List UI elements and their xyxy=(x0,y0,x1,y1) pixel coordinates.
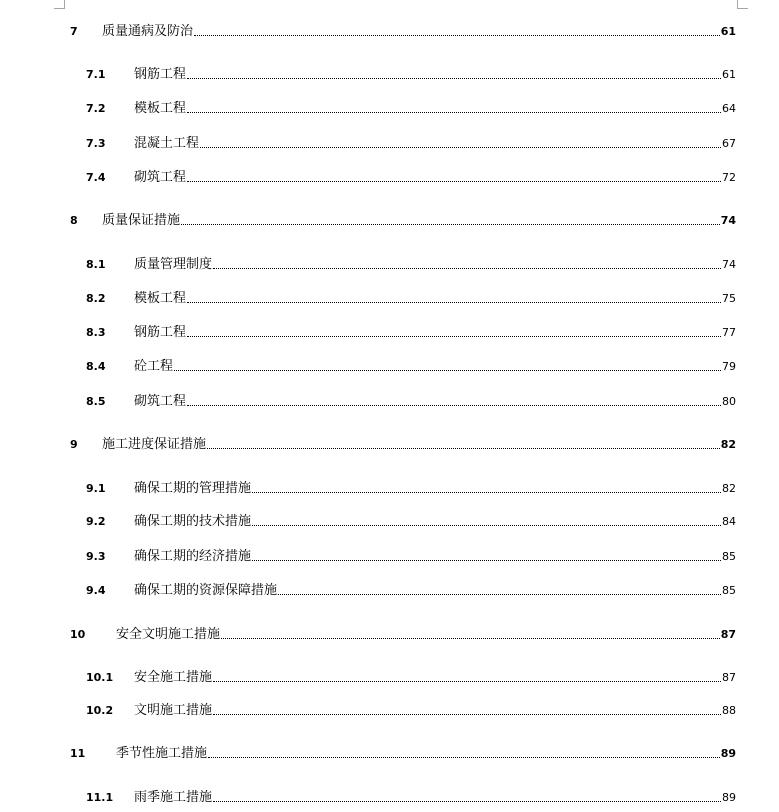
toc-entry-number: 8.2 xyxy=(86,292,106,305)
toc-entry-title: 安全施工措施 xyxy=(134,670,213,685)
toc-entry-title: 质量保证措施 xyxy=(102,213,181,228)
toc-dot-leader xyxy=(213,714,721,715)
toc-dot-leader xyxy=(187,78,721,79)
toc-entry-page-number: 82 xyxy=(722,482,736,495)
toc-entry-number: 9 xyxy=(70,438,78,451)
toc-entry[interactable] xyxy=(86,287,736,307)
toc-entry-title: 砌筑工程 xyxy=(134,394,187,409)
toc-entry-number: 7.3 xyxy=(86,137,106,150)
toc-dot-leader xyxy=(213,268,721,269)
toc-entry-number: 7 xyxy=(70,25,78,38)
toc-dot-leader xyxy=(221,638,720,639)
toc-dot-leader xyxy=(252,492,721,493)
toc-entry-page-number: 89 xyxy=(722,791,736,804)
toc-entry-page-number: 87 xyxy=(720,628,736,641)
toc-entry[interactable] xyxy=(86,510,736,530)
toc-entry[interactable] xyxy=(70,209,736,229)
toc-entry-title: 季节性施工措施 xyxy=(116,746,208,761)
toc-entry[interactable] xyxy=(86,390,736,410)
toc-entry-title: 砌筑工程 xyxy=(134,170,187,185)
toc-entry-title: 雨季施工措施 xyxy=(134,790,213,805)
toc-entry-title: 钢筋工程 xyxy=(134,325,187,340)
toc-entry-title: 质量通病及防治 xyxy=(102,24,194,39)
toc-entry-page-number: 67 xyxy=(722,137,736,150)
toc-entry-title: 确保工期的管理措施 xyxy=(134,481,252,496)
toc-entry[interactable] xyxy=(70,20,736,40)
toc-entry[interactable] xyxy=(86,63,736,83)
toc-dot-leader xyxy=(174,370,721,371)
toc-entry-page-number: 80 xyxy=(722,395,736,408)
toc-entry-title: 确保工期的经济措施 xyxy=(134,549,252,564)
toc-entry-page-number: 85 xyxy=(722,550,736,563)
toc-dot-leader xyxy=(187,181,721,182)
toc-entry-number: 8.3 xyxy=(86,326,106,339)
toc-entry[interactable] xyxy=(86,97,736,117)
toc-entry-title: 钢筋工程 xyxy=(134,67,187,82)
toc-entry-title: 混凝土工程 xyxy=(134,136,200,151)
toc-dot-leader xyxy=(208,757,720,758)
toc-entry-number: 9.1 xyxy=(86,482,106,495)
toc-entry[interactable] xyxy=(86,355,736,375)
toc-entry[interactable] xyxy=(86,579,736,599)
toc-entry-page-number: 77 xyxy=(722,326,736,339)
toc-entry-page-number: 61 xyxy=(722,68,736,81)
toc-dot-leader xyxy=(252,560,721,561)
toc-entry-title: 确保工期的技术措施 xyxy=(134,514,252,529)
toc-entry[interactable] xyxy=(86,786,736,806)
toc-entry-number: 8 xyxy=(70,214,78,227)
toc-entry[interactable] xyxy=(70,623,736,643)
toc-dot-leader xyxy=(213,681,721,682)
toc-dot-leader xyxy=(213,801,721,802)
toc-entry-number: 10 xyxy=(70,628,86,641)
toc-entry[interactable] xyxy=(86,253,736,273)
toc-entry-number: 7.4 xyxy=(86,171,106,184)
toc-entry[interactable] xyxy=(70,433,736,453)
toc-dot-leader xyxy=(187,336,721,337)
toc-entry-page-number: 64 xyxy=(722,102,736,115)
toc-entry[interactable] xyxy=(86,321,736,341)
toc-entry-title: 质量管理制度 xyxy=(134,257,213,272)
toc-dot-leader xyxy=(252,525,721,526)
toc-entry-number: 8.4 xyxy=(86,360,106,373)
toc-entry-number: 10.1 xyxy=(86,671,114,684)
toc-entry-number: 7.1 xyxy=(86,68,106,81)
toc-entry-number: 10.2 xyxy=(86,704,114,717)
toc-dot-leader xyxy=(187,405,721,406)
toc-entry-title: 施工进度保证措施 xyxy=(102,437,207,452)
toc-entry-number: 9.2 xyxy=(86,515,106,528)
toc-entry-page-number: 88 xyxy=(722,704,736,717)
toc-entry-title: 文明施工措施 xyxy=(134,703,213,718)
toc-dot-leader xyxy=(194,35,720,36)
toc-dot-leader xyxy=(187,112,721,113)
toc-entry-page-number: 74 xyxy=(720,214,736,227)
toc-entry-number: 11.1 xyxy=(86,791,114,804)
toc-entry-title: 模板工程 xyxy=(134,101,187,116)
toc-entry-page-number: 79 xyxy=(722,360,736,373)
toc-entry-page-number: 75 xyxy=(722,292,736,305)
toc-entry-page-number: 85 xyxy=(722,584,736,597)
toc-entry-page-number: 84 xyxy=(722,515,736,528)
toc-entry[interactable] xyxy=(70,742,736,762)
toc-entry-page-number: 72 xyxy=(722,171,736,184)
toc-entry[interactable] xyxy=(86,132,736,152)
toc-entry[interactable] xyxy=(86,477,736,497)
toc-dot-leader xyxy=(187,302,721,303)
toc-entry-number: 8.5 xyxy=(86,395,106,408)
toc-dot-leader xyxy=(278,594,721,595)
toc-entry[interactable] xyxy=(86,166,736,186)
toc-dot-leader xyxy=(207,448,720,449)
page-corner-mark-left xyxy=(54,0,65,9)
toc-dot-leader xyxy=(200,147,721,148)
toc-entry-page-number: 89 xyxy=(720,747,736,760)
toc-entry[interactable] xyxy=(86,699,736,719)
toc-entry-number: 7.2 xyxy=(86,102,106,115)
toc-dot-leader xyxy=(181,224,720,225)
toc-entry-page-number: 74 xyxy=(722,258,736,271)
page-corner-mark-right xyxy=(737,0,748,9)
toc-entry-title: 模板工程 xyxy=(134,291,187,306)
toc-entry[interactable] xyxy=(86,545,736,565)
toc-entry-page-number: 87 xyxy=(722,671,736,684)
toc-entry[interactable] xyxy=(86,666,736,686)
toc-entry-number: 8.1 xyxy=(86,258,106,271)
toc-entry-number: 11 xyxy=(70,747,86,760)
toc-entry-title: 砼工程 xyxy=(134,359,174,374)
toc-entry-title: 确保工期的资源保障措施 xyxy=(134,583,278,598)
toc-entry-page-number: 61 xyxy=(720,25,736,38)
toc-entry-number: 9.4 xyxy=(86,584,106,597)
toc-entry-page-number: 82 xyxy=(720,438,736,451)
toc-entry-number: 9.3 xyxy=(86,550,106,563)
toc-entry-title: 安全文明施工措施 xyxy=(116,627,221,642)
